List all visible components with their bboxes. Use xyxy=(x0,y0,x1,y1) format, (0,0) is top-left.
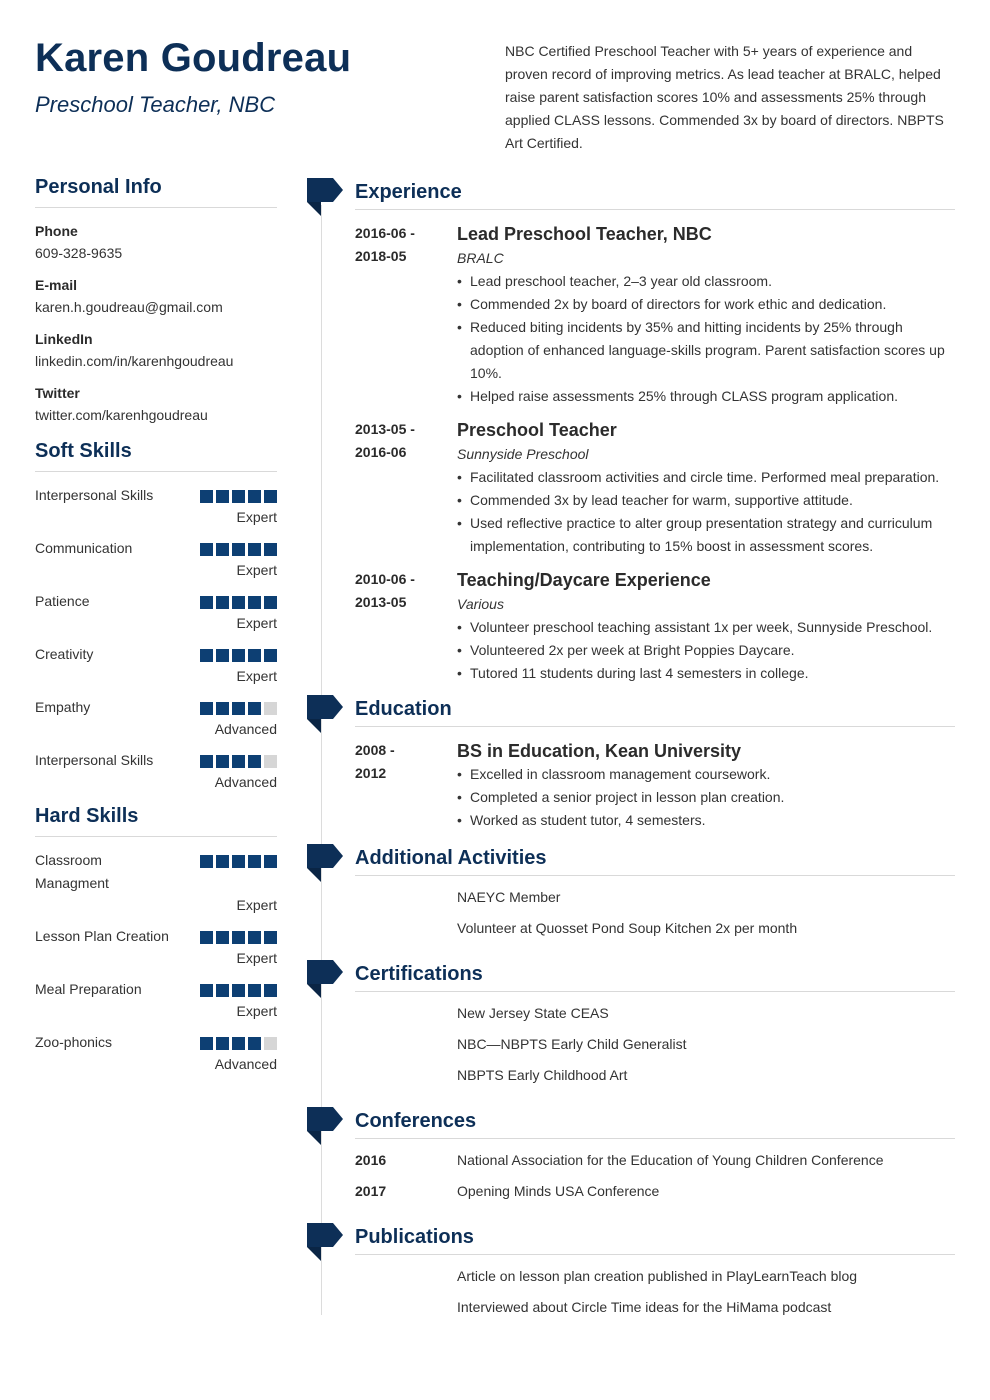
certification-item: New Jersey State CEAS xyxy=(457,1005,609,1021)
activities-title: Additional Activities xyxy=(355,847,547,869)
hard-skills-list xyxy=(35,849,277,1075)
rating-square-filled xyxy=(264,596,277,609)
rating-square-filled xyxy=(264,984,277,997)
skill-rating xyxy=(200,649,277,662)
skill-rating xyxy=(200,490,277,503)
skill-row xyxy=(35,537,277,560)
skill-item xyxy=(35,749,277,793)
experience-title: Experience xyxy=(355,181,462,203)
skill-row xyxy=(35,696,277,719)
skill-item xyxy=(35,925,277,969)
rating-square-filled xyxy=(264,931,277,944)
rating-square-filled xyxy=(232,855,245,868)
rating-square-filled xyxy=(200,1037,213,1050)
email-label: E-mail xyxy=(35,277,78,293)
skill-item xyxy=(35,484,277,528)
skill-name: Classroom Managment xyxy=(35,852,109,891)
date-start: 2008 - xyxy=(355,742,395,758)
skill-level: Expert xyxy=(236,668,277,684)
conference-year: 2017 xyxy=(355,1183,387,1199)
rating-square-filled xyxy=(232,490,245,503)
skill-rating xyxy=(200,1037,277,1050)
entry-date xyxy=(355,222,457,408)
date-end: 2018-05 xyxy=(355,248,407,264)
skill-rating xyxy=(200,596,277,609)
soft-skills-list xyxy=(35,484,277,793)
rating-square-filled xyxy=(248,543,261,556)
skill-name: Meal Preparation xyxy=(35,981,142,997)
skill-row xyxy=(35,849,277,895)
bullet-item: • Lead preschool teacher, 2–3 year old classroom. xyxy=(457,270,955,293)
rating-square-filled xyxy=(232,596,245,609)
candidate-name: Karen Goudreau xyxy=(35,36,352,80)
skill-level: Expert xyxy=(236,1003,277,1019)
section-divider xyxy=(355,209,955,210)
entry-body xyxy=(457,222,955,408)
rating-square-filled xyxy=(200,984,213,997)
section-divider xyxy=(355,726,955,727)
skill-item xyxy=(35,590,277,634)
entry-body xyxy=(457,568,955,685)
experience-entry xyxy=(355,222,955,408)
certifications-title: Certifications xyxy=(355,963,483,985)
rating-square-filled xyxy=(216,855,229,868)
entry-title: BS in Education, Kean University xyxy=(457,741,742,761)
right-column xyxy=(307,178,955,1323)
rating-square-filled xyxy=(200,931,213,944)
skill-item xyxy=(35,849,277,916)
skill-level: Expert xyxy=(236,562,277,578)
linkedin-value: linkedin.com/in/karenhgoudreau xyxy=(35,353,234,369)
publications-title: Publications xyxy=(355,1226,474,1248)
skill-level: Advanced xyxy=(214,774,277,790)
conference-name: National Association for the Education of Young Children Conference xyxy=(457,1152,884,1168)
rating-square-filled xyxy=(200,490,213,503)
section-flag-icon xyxy=(307,1223,343,1261)
rating-square-filled xyxy=(200,596,213,609)
section-flag-icon xyxy=(307,1107,343,1145)
date-end: 2016-06 xyxy=(355,444,407,460)
rating-square-filled xyxy=(216,755,229,768)
rating-square-filled xyxy=(248,984,261,997)
skill-level: Expert xyxy=(236,509,277,525)
rating-square-filled xyxy=(216,1037,229,1050)
linkedin-label: LinkedIn xyxy=(35,331,93,347)
entry-title: Teaching/Daycare Experience xyxy=(457,570,711,590)
rating-square-filled xyxy=(200,543,213,556)
conference-row xyxy=(355,1176,955,1207)
rating-square-filled xyxy=(264,649,277,662)
experience-section xyxy=(307,178,955,685)
bullet-item: • Facilitated classroom activities and circle time. Performed meal preparation. xyxy=(457,466,955,489)
conferences-section xyxy=(307,1107,955,1207)
skill-rating xyxy=(200,702,277,715)
skill-level: Advanced xyxy=(214,1056,277,1072)
rating-square-filled xyxy=(248,1037,261,1050)
section-flag-icon xyxy=(307,844,343,882)
skill-rating xyxy=(200,755,277,768)
rating-square-filled xyxy=(232,931,245,944)
rating-square-filled xyxy=(264,490,277,503)
skill-item xyxy=(35,537,277,581)
skill-level: Expert xyxy=(236,950,277,966)
skill-row xyxy=(35,1031,277,1054)
email-value: karen.h.goudreau@gmail.com xyxy=(35,299,223,315)
rating-square-filled xyxy=(248,490,261,503)
hard-skills-title: Hard Skills xyxy=(35,805,277,837)
certifications-section xyxy=(307,960,955,1091)
bullet-item: • Reduced biting incidents by 35% and hitting incidents by 25% through adoption of enhanced language-skills program. Parent satisfaction scores up 10%. xyxy=(457,316,955,385)
activity-item: NAEYC Member xyxy=(457,889,561,905)
certification-item: NBPTS Early Childhood Art xyxy=(457,1067,628,1083)
bullet-item: • Volunteered 2x per week at Bright Poppies Daycare. xyxy=(457,639,955,662)
publication-item: Interviewed about Circle Time ideas for the HiMama podcast xyxy=(457,1299,832,1315)
section-divider xyxy=(355,875,955,876)
bullet-list xyxy=(457,616,955,685)
rating-square-filled xyxy=(248,649,261,662)
conferences-title: Conferences xyxy=(355,1110,477,1132)
rating-square-filled xyxy=(248,855,261,868)
rating-square-filled xyxy=(200,702,213,715)
activity-item: Volunteer at Quosset Pond Soup Kitchen 2x per month xyxy=(457,920,798,936)
rating-square-filled xyxy=(216,596,229,609)
skill-name: Interpersonal Skills xyxy=(35,487,154,503)
section-flag-icon xyxy=(307,695,343,733)
entry-title: Lead Preschool Teacher, NBC xyxy=(457,224,712,244)
section-divider xyxy=(355,991,955,992)
rating-square-filled xyxy=(232,984,245,997)
skill-row xyxy=(35,590,277,613)
entry-date xyxy=(355,568,457,685)
bullet-item: • Completed a senior project in lesson plan creation. xyxy=(457,786,955,809)
rating-square-empty xyxy=(264,1037,277,1050)
skill-rating xyxy=(200,855,277,868)
entry-organization: BRALC xyxy=(457,250,504,266)
entry-title: Preschool Teacher xyxy=(457,420,617,440)
phone-label: Phone xyxy=(35,223,78,239)
skill-level: Advanced xyxy=(214,721,277,737)
bullet-list xyxy=(457,270,955,408)
rating-square-filled xyxy=(216,984,229,997)
rating-square-filled xyxy=(216,931,229,944)
publication-item: Article on lesson plan creation published in PlayLearnTeach blog xyxy=(457,1268,858,1284)
certification-item: NBC—NBPTS Early Child Generalist xyxy=(457,1036,687,1052)
rating-square-filled xyxy=(264,543,277,556)
rating-square-filled xyxy=(248,702,261,715)
skill-name: Lesson Plan Creation xyxy=(35,928,169,944)
experience-entry xyxy=(355,568,955,685)
twitter-value: twitter.com/karenhgoudreau xyxy=(35,407,208,423)
rating-square-filled xyxy=(232,702,245,715)
skill-name: Patience xyxy=(35,593,90,609)
bullet-list xyxy=(457,763,955,832)
entry-date xyxy=(355,418,457,558)
skill-rating xyxy=(200,543,277,556)
rating-square-filled xyxy=(216,490,229,503)
rating-square-filled xyxy=(248,931,261,944)
date-end: 2013-05 xyxy=(355,594,407,610)
skill-row xyxy=(35,978,277,1001)
rating-square-filled xyxy=(200,855,213,868)
rating-square-filled xyxy=(264,855,277,868)
rating-square-filled xyxy=(216,543,229,556)
skill-item xyxy=(35,696,277,740)
date-end: 2012 xyxy=(355,765,387,781)
rating-square-filled xyxy=(200,755,213,768)
rating-square-empty xyxy=(264,755,277,768)
rating-square-filled xyxy=(248,755,261,768)
conference-row xyxy=(355,1145,955,1176)
candidate-role: Preschool Teacher, NBC xyxy=(35,92,276,117)
rating-square-filled xyxy=(216,649,229,662)
bullet-item: • Worked as student tutor, 4 semesters. xyxy=(457,809,955,832)
personal-info-list xyxy=(35,220,277,426)
rating-square-filled xyxy=(232,1037,245,1050)
conference-year: 2016 xyxy=(355,1152,387,1168)
experience-entry xyxy=(355,418,955,558)
publications-section xyxy=(307,1223,955,1323)
left-column xyxy=(35,176,277,1084)
rating-square-filled xyxy=(232,543,245,556)
activities-section xyxy=(307,844,955,944)
soft-skills-title: Soft Skills xyxy=(35,440,277,472)
bullet-item: • Used reflective practice to alter group presentation strategy and curriculum implementation, contributing to 15% boost in assessment scores. xyxy=(457,512,955,558)
entry-organization: Various xyxy=(457,596,504,612)
skill-item xyxy=(35,643,277,687)
skill-rating xyxy=(200,931,277,944)
bullet-item: • Tutored 11 students during last 4 semesters in college. xyxy=(457,662,955,685)
section-divider xyxy=(355,1138,955,1139)
personal-info-title: Personal Info xyxy=(35,176,277,208)
summary: NBC Certified Preschool Teacher with 5+ years of experience and proven record of improving metrics. As lead teacher at BRALC, helped raise parent satisfaction scores 10% and assessments 25% through applied CLASS lessons. Commended 3x by board of directors. NBPTS Art Certified. xyxy=(505,43,944,151)
skill-row xyxy=(35,749,277,772)
rating-square-filled xyxy=(248,596,261,609)
date-start: 2010-06 - xyxy=(355,571,415,587)
rating-square-empty xyxy=(264,702,277,715)
education-entry xyxy=(355,739,955,832)
bullet-list xyxy=(457,466,955,558)
entry-organization: Sunnyside Preschool xyxy=(457,446,589,462)
entry-date xyxy=(355,739,457,832)
bullet-item: • Helped raise assessments 25% through CLASS program application. xyxy=(457,385,955,408)
rating-square-filled xyxy=(200,649,213,662)
section-divider xyxy=(355,1254,955,1255)
twitter-label: Twitter xyxy=(35,385,80,401)
skill-name: Communication xyxy=(35,540,133,556)
skill-row xyxy=(35,643,277,666)
skill-rating xyxy=(200,984,277,997)
skill-level: Expert xyxy=(236,615,277,631)
skill-item xyxy=(35,1031,277,1075)
skill-name: Zoo-phonics xyxy=(35,1034,113,1050)
bullet-item: • Volunteer preschool teaching assistant 1x per week, Sunnyside Preschool. xyxy=(457,616,955,639)
bullet-item: • Excelled in classroom management coursework. xyxy=(457,763,955,786)
skill-row xyxy=(35,925,277,948)
rating-square-filled xyxy=(216,702,229,715)
skill-row xyxy=(35,484,277,507)
education-title: Education xyxy=(355,698,452,720)
bullet-item: • Commended 3x by lead teacher for warm, supportive attitude. xyxy=(457,489,955,512)
bullet-item: • Commended 2x by board of directors for work ethic and dedication. xyxy=(457,293,955,316)
entry-body xyxy=(457,739,955,832)
conference-name: Opening Minds USA Conference xyxy=(457,1183,660,1199)
entry-body xyxy=(457,418,955,558)
skill-name: Interpersonal Skills xyxy=(35,752,154,768)
section-flag-icon xyxy=(307,178,343,216)
date-start: 2013-05 - xyxy=(355,421,415,437)
education-section xyxy=(307,695,955,832)
date-start: 2016-06 - xyxy=(355,225,415,241)
rating-square-filled xyxy=(232,649,245,662)
rating-square-filled xyxy=(232,755,245,768)
skill-name: Empathy xyxy=(35,699,91,715)
skill-item xyxy=(35,978,277,1022)
section-flag-icon xyxy=(307,960,343,998)
phone-value: 609-328-9635 xyxy=(35,245,123,261)
skill-level: Expert xyxy=(236,897,277,913)
skill-name: Creativity xyxy=(35,646,94,662)
